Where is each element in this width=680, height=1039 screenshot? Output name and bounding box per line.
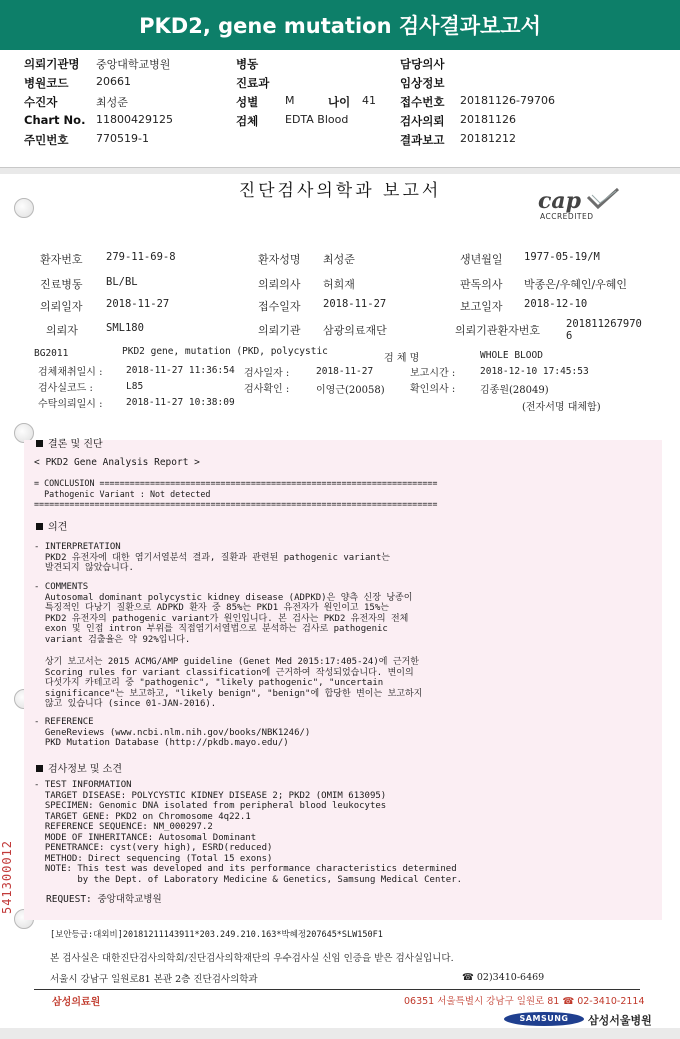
test-code-value: L85 [126,381,144,392]
info-value: 20181126 [460,113,516,126]
field-value: 삼광의료재단 [323,324,387,337]
info-panel [0,50,680,168]
confirm-doctor-value: 김종원(28049) [480,385,549,396]
confirm-label: 검사확인 : [244,384,290,395]
barcode-number [0,834,20,924]
field-value: 최성준 [323,253,355,266]
comments-block: - COMMENTS Autosomal dominant polycystic kidney disease (ADPKD)은 양측 신장 낭종이 특징적인 다낭기 질환으로 ADPKD 환자 중 85%는 PKD1 유전자가 원인이고 15%는 PKD2 유전자의 pathogenic variant가 원인입니다. 본 검사는 PKD2 유전자의 전체 exon 및 인접 intron 부위를 직접염기서열법으로 분석하는 검사로 pathogenic variant 검출율은 약 92%입니다. [34,582,413,645]
test-code-label: 검사실코드 : [38,383,93,394]
field-label: 환자성명 [258,253,301,266]
conclusion-block: = CONCLUSION =================================================================== Pathogenic Variant : Not detected ================================================================================ [34,478,438,509]
report-time-label: 보고시간 : [410,368,456,379]
info-value: 11800429125 [96,113,173,126]
field-label: 의뢰기관환자번호 [455,324,541,337]
info-row [0,56,680,76]
info-label: 접수번호 [400,95,445,109]
info-value: 20661 [96,75,131,88]
field-label: 의뢰자 [46,324,78,337]
field-value: 2018-11-27 [323,298,387,310]
square-bullet-icon [36,440,43,447]
field-label: 보고일자 [460,300,503,313]
info-label: 의뢰기관명 [24,57,80,71]
section-heading-test-info [36,760,122,775]
info-label: 병원코드 [24,76,69,90]
test-date-value: 2018-11-27 [316,366,374,377]
bottom-margin [0,1028,680,1039]
info-row [0,75,680,95]
info-row [0,94,680,114]
collect-value: 2018-11-27 11:36:54 [126,365,235,376]
info-row [0,132,680,152]
field-label: 생년월일 [460,253,503,266]
acmg-block: 상기 보고서는 2015 ACMG/AMP guideline (Genet Med 2015:17:405-24)에 근거한 Scoring rules for variant classification에 근거하여 작성되었습니다. 변이의 다섯가지 카테고리 중 "pathogenic", "likely pathogenic", "uncertain significance"는 보고하고, "likely benign", "benign"에 합당한 변이는 보고하지 않고 있습니다 (since 01-JAN-2016). [44,657,423,709]
barcode-number-text: 541300012 [0,839,15,915]
specimen-value: WHOLE BLOOD [480,350,543,361]
report-title: PKD2, gene mutation 검사결과보고서 [139,14,541,38]
field-label: 진료병동 [40,278,83,291]
samsung-logo: SAMSUNG [504,1012,584,1026]
collect-label: 검체채취일시 : [38,367,103,378]
checkmark-icon [584,187,620,211]
confirm-doctor-label: 확인의사 : [410,384,456,395]
square-bullet-icon [36,765,43,772]
field-value: 6 [566,330,573,342]
field-value: 201811267970 [566,318,642,330]
field-value: 박종은/우혜인/우혜인 [524,278,628,291]
address-line: 서울시 강남구 일원로81 본관 2층 진단검사의학과 [50,974,258,985]
document-title: 진단검사의학과 보고서 [238,181,442,201]
info-label: 주민번호 [24,133,69,147]
smc-logo-text: 삼성서울병원 [588,1014,652,1027]
reference-block: - REFERENCE GeneReviews (www.ncbi.nlm.nih.gov/books/NBK1246/) PKD Mutation Database (http://pkdb.mayo.edu/) [34,717,311,748]
field-label: 환자번호 [40,253,83,266]
info-label: 임상정보 [400,76,445,90]
info-label: 진료과 [236,76,270,90]
report-name: < PKD2 Gene Analysis Report > [34,457,200,468]
info-row [0,113,680,133]
receipt-value: 2018-11-27 10:38:09 [126,397,235,408]
section-heading-conclusion [36,435,103,450]
info-label: 검체 [236,114,259,128]
cap-logo-text: cap [538,188,582,214]
cap-accredited-text: ACCREDITED [540,212,594,221]
field-label: 접수일자 [258,300,301,313]
info-value: 41 [362,94,376,107]
info-label: 결과보고 [400,133,445,147]
report-title-bar [0,0,680,50]
confirm-value: 이영근(20058) [316,385,385,396]
test-info-block: - TEST INFORMATION TARGET DISEASE: POLYCYSTIC KIDNEY DISEASE 2; PKD2 (OMIM 613095) SPECIMEN: Genomic DNA isolated from peripheral blood leukocytes TARGET GENE: PKD2 on Chromosome 4q22.1 REFERENCE SEQUENCE: NM_000297.2 MODE OF INHERITANCE: Autosomal Dominant PENETRANCE: cyst(very high), ESRD(reduced) METHOD: Direct sequencing (Total 15 exons) NOTE: This test was developed and its performance characteristics determined by the Dept. of Laboratory Medicine & Genetics, Samsung Medical Center. [34,780,463,885]
info-label: 검사의뢰 [400,114,445,128]
info-value: 20181126-79706 [460,94,555,107]
test-code: BG2011 [34,348,69,359]
cap-accredited-logo [532,185,627,223]
field-label: 의뢰일자 [40,300,83,313]
report-time-value: 2018-12-10 17:45:53 [480,366,589,377]
info-label: 담당의사 [400,57,445,71]
field-label: 판독의사 [460,278,503,291]
field-label: 의뢰의사 [258,278,301,291]
section-heading-text: 결론 및 진단 [48,439,103,450]
footer-address: 06351 서울특별시 강남구 일원로 81 ☎ 02-3410-2114 [404,996,645,1007]
field-value: 허희재 [323,278,355,291]
specimen-label: 검 체 명 [384,353,420,364]
info-label: 나이 [328,95,351,109]
field-label: 의뢰기관 [258,324,301,337]
info-label: 병동 [236,57,259,71]
info-value: M [285,94,295,107]
section-heading-text: 검사정보 및 소견 [48,764,122,775]
esign-note: (전자서명 대체함) [522,402,601,413]
info-value: 최성준 [96,96,128,109]
receipt-label: 수탁의뢰일시 : [38,399,103,410]
phone-line: ☎ 02)3410-6469 [462,972,545,983]
field-value: 2018-11-27 [106,298,170,310]
info-value: 20181212 [460,132,516,145]
square-bullet-icon [36,523,43,530]
footer-hospital-group: 삼성의료원 [52,997,101,1008]
section-heading-opinion [36,518,67,533]
field-value: 1977-05-19/M [524,251,600,263]
info-value: 중앙대학교병원 [96,58,171,71]
field-value: BL/BL [106,276,138,288]
test-date-label: 검사일자 : [244,368,290,379]
security-line: [보안등급:대외비]20181211143911*203.249.210.163*박혜정207645*SLW150F1 [50,930,383,940]
info-label: 성별 [236,95,259,109]
info-label: Chart No. [24,113,86,127]
field-value: SML180 [106,322,144,334]
interpretation-block: - INTERPRETATION PKD2 유전자에 대한 염기서열분석 결과, 질환과 관련된 pathogenic variant는 발견되지 않았습니다. [34,542,390,573]
info-label: 수진자 [24,95,58,109]
request-line: REQUEST: 중앙대학교병원 [46,894,162,905]
test-name: PKD2 gene, mutation (PKD, polycystic [122,346,328,357]
field-value: 2018-12-10 [524,298,588,310]
section-heading-text: 의견 [48,522,68,533]
info-value: EDTA Blood [285,113,349,126]
info-value: 770519-1 [96,132,149,145]
footer-rule [34,989,640,990]
field-value: 279-11-69-8 [106,251,176,263]
certify-line: 본 검사실은 대한진단검사의학회/진단검사의학재단의 우수검사실 신임 인증을 받은 검사실입니다. [50,953,454,964]
binder-hole-icon [14,198,34,218]
